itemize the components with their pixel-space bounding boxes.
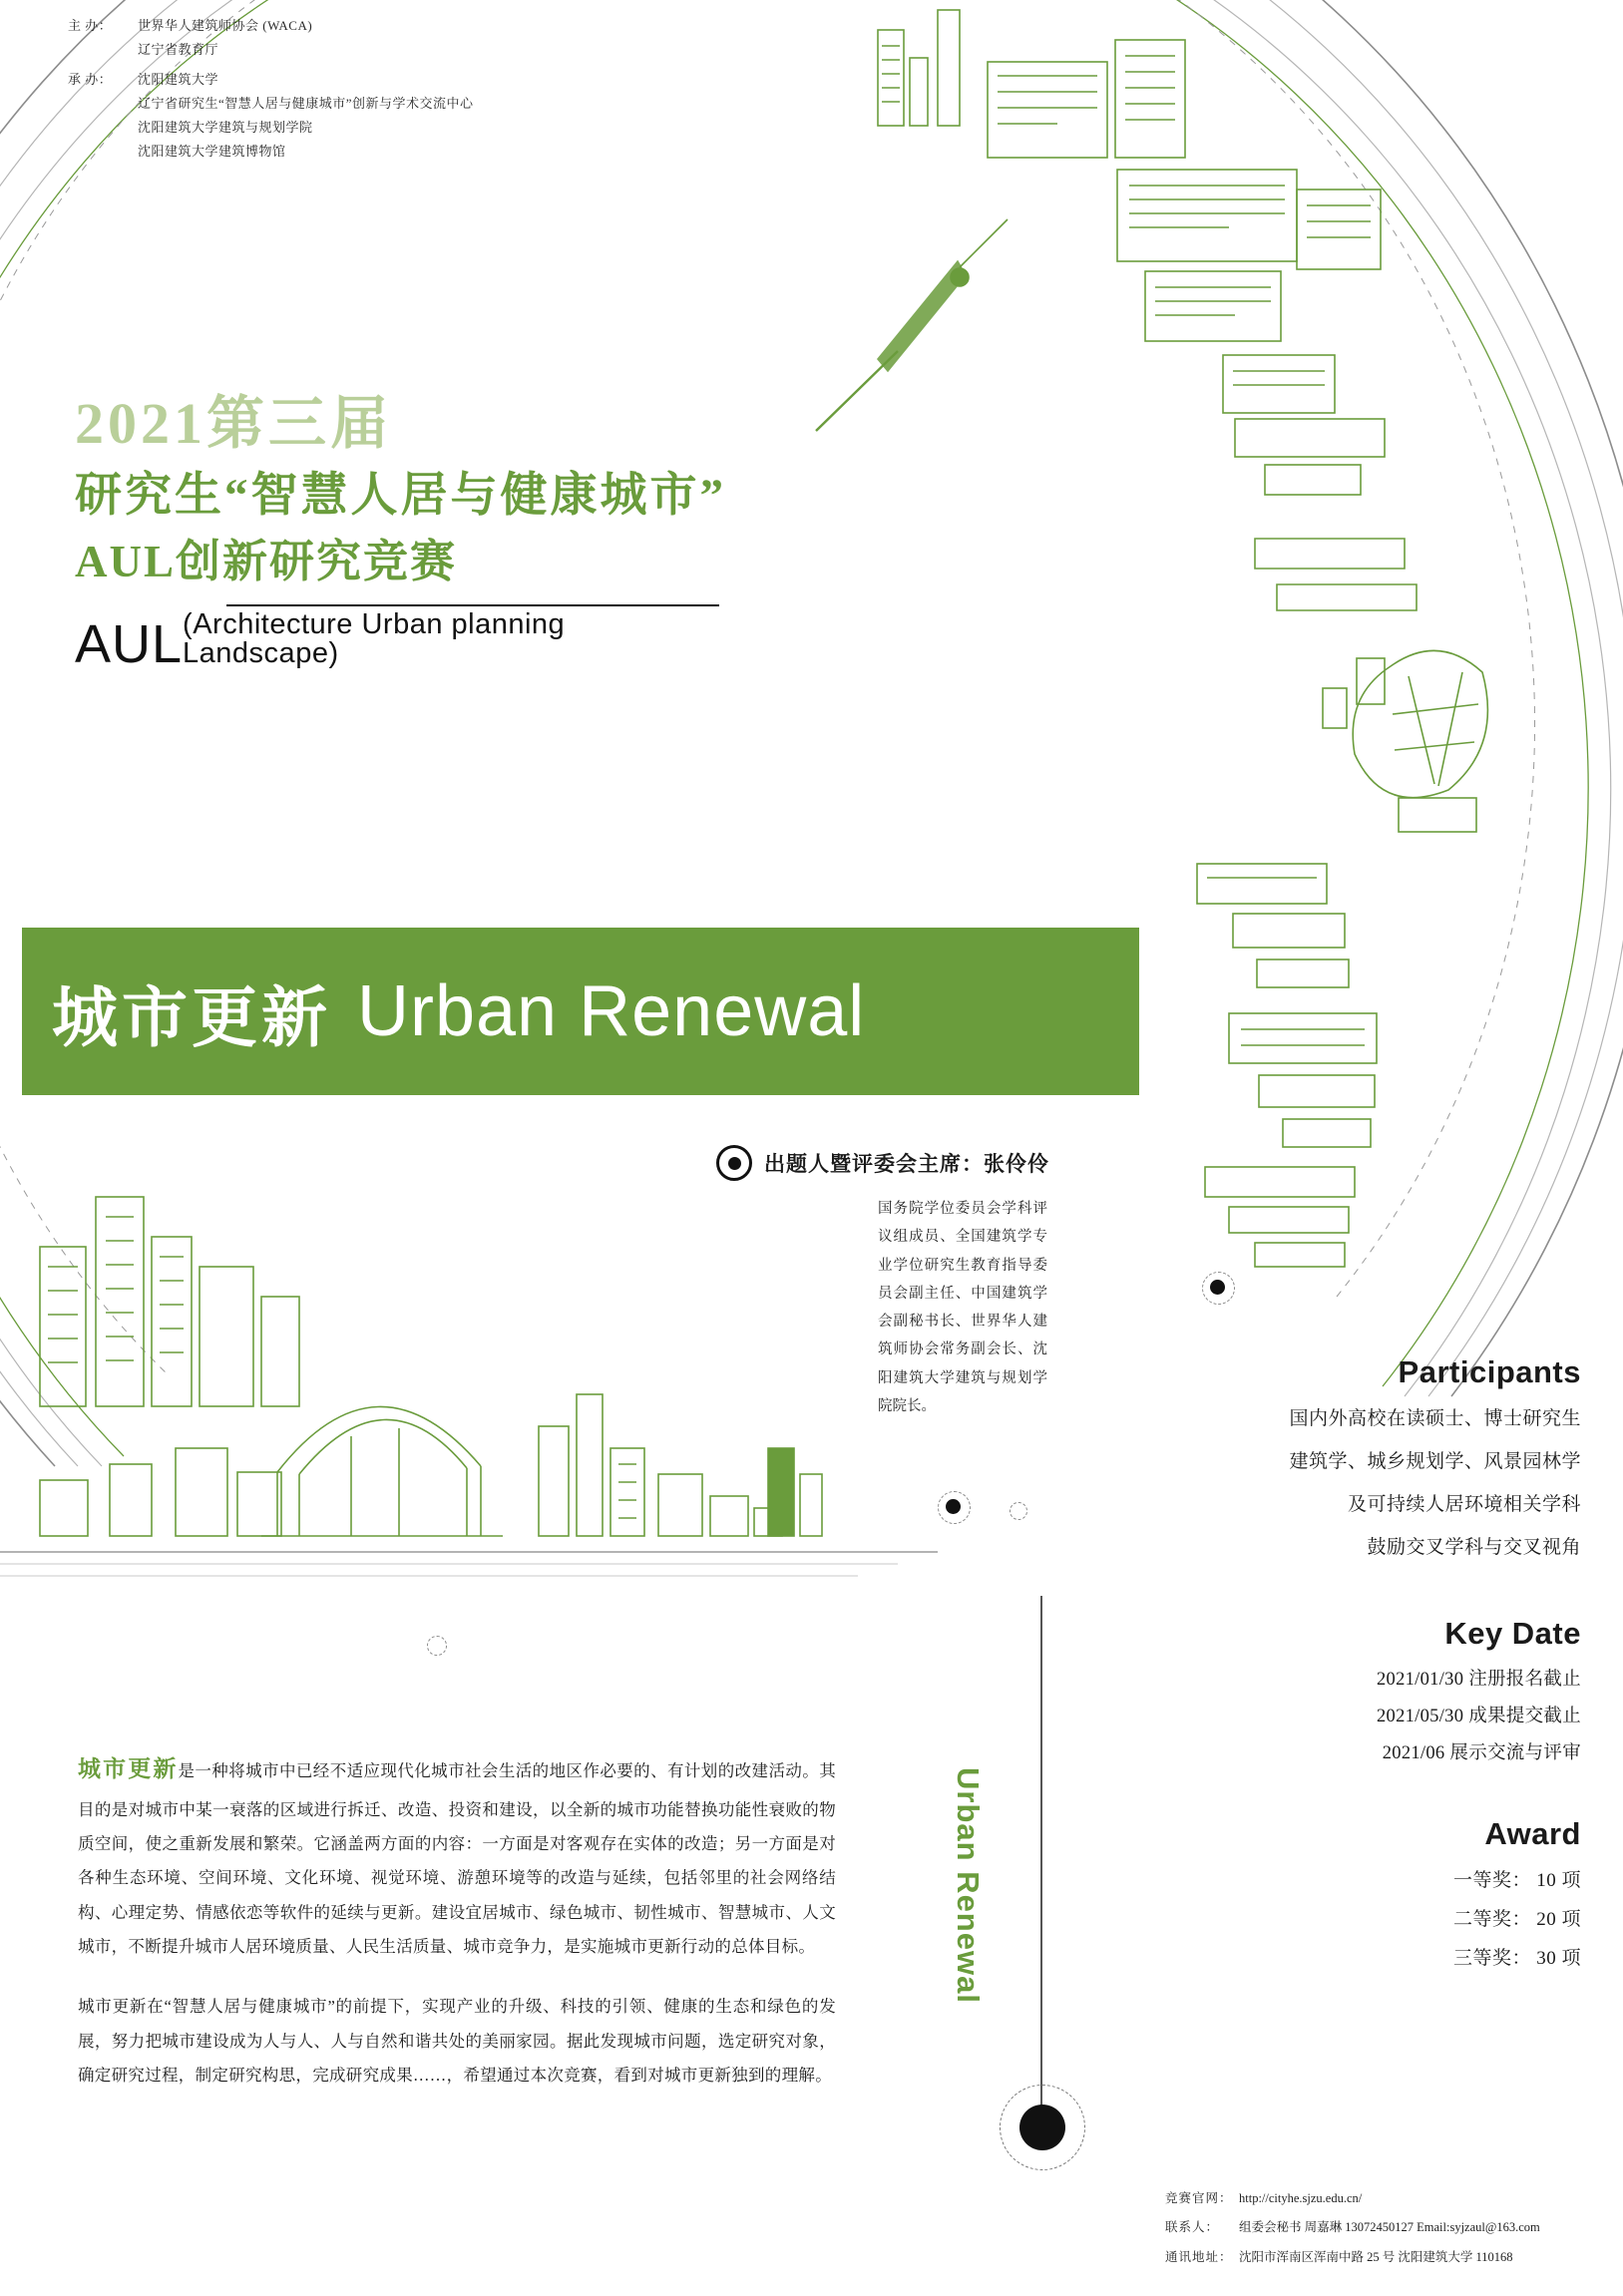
host-value: 世界华人建筑师协会 (WACA) [138,18,313,33]
participants-line: 及可持续人居环境相关学科 [1347,1493,1581,1515]
key-date-line: 2021/06 展示交流与评审 [1382,1742,1581,1763]
participants-line: 鼓励交叉学科与交叉视角 [1367,1536,1581,1558]
description-paragraph-2: 城市更新在“智慧人居与健康城市”的前提下，实现产业的升级、科技的引领、健康的生态和绿色的发展，努力把城市建设成为人与人、人与自然和谐共处的美丽家园。据此发现城市问题，选定研究对象，确定研究过程，制定研究构思，完成研究成果……，希望通过本次竞赛，看到对城市更新独到的理解。 [78,1997,836,2086]
host-label: 主 办： [68,18,113,33]
footer-contact-value: 组委会秘书 周嘉琳 13072450127 Email:syjzaul@163.com [1239,2220,1540,2235]
key-date-heading: Key Date [1444,1615,1581,1651]
chair-block [716,1145,1049,1420]
vertical-theme-label: Urban Renewal [951,1767,986,2004]
poster-title-block [75,391,726,674]
host-row [68,14,474,62]
theme-banner-cn: 城市更新 [52,981,331,1055]
key-date-block [1192,1616,1581,1772]
footer-website-label: 竞赛官网： [1165,2191,1233,2205]
footer-address-label: 通讯地址： [1165,2249,1233,2264]
description-paragraph-1 [78,1745,836,1964]
theme-banner-en: Urban Renewal [357,971,866,1051]
arc-marker-ring-right [1202,1272,1235,1305]
organizer-block [68,14,474,164]
bullet-dot-icon [716,1145,752,1181]
theme-banner [22,928,1139,1095]
coorganizer-value: 沈阳建筑大学 [138,72,219,88]
footer-website-value[interactable]: http://cityhe.sjzu.edu.cn/ [1239,2191,1363,2205]
key-date-line: 2021/01/30 注册报名截止 [1376,1669,1581,1690]
coorganizer-label: 承 办： [68,72,113,88]
participants-heading: Participants [1398,1354,1581,1389]
pin-connector-line [1040,1596,1042,2114]
title-aul-expansion [75,607,673,674]
chair-name: 出题人暨评委会主席：张伶伶 [764,1152,1049,1176]
aul-abbreviation: AUL [75,613,184,674]
description-text-block [78,1745,836,2118]
coorganizer-value: 沈阳建筑大学建筑博物馆 [138,144,286,160]
award-line: 三等奖： 30 项 [1452,1947,1581,1969]
footer-address-value: 沈阳市浑南区浑南中路 25 号 沈阳建筑大学 110168 [1239,2249,1513,2264]
arc-marker-ring-small [1010,1502,1027,1520]
award-heading: Award [1484,1815,1581,1851]
footer-website-row [1165,2184,1604,2213]
title-line-2: 研究生“智慧人居与健康城市” [75,469,726,522]
location-pin-marker [1000,2085,1085,2170]
chair-heading-row [716,1145,1049,1181]
participants-line: 国内外高校在读硕士、博士研究生 [1289,1408,1581,1429]
footer-contact-block [1165,2184,1604,2272]
description-lead-term: 城市更新 [78,1756,179,1781]
footer-contact-row [1165,2213,1604,2242]
arc-marker-ring-left [427,1636,447,1656]
chair-biography: 国务院学位委员会学科评议组成员、全国建筑学专业学位研究生教育指导委员会副主任、中国建筑学会副秘书长、世界华人建筑师协会常务副会长、沈阳建筑大学建筑与规划学院院长。 [878,1201,1047,1414]
description-paragraph-1-text: 是一种将城市中已经不适应现代化城市社会生活的地区作必要的、有计划的改建活动。其目的是对城市中某一衰落的区域进行拆迁、改造、投资和建设，以全新的城市功能替换功能性衰败的物质空间，使之重新发展和繁荣。它涵盖两方面的内容：一方面是对客观存在实体的改造；另一方面是对各种生态环境、空间环境、文化环境、视觉环境、游憩环境等的改造与延续，包括邻里的社会网络结构、心理定势、情感依恋等软件的延续与更新。建设宜居城市、绿色城市、韧性城市、智慧城市、人文城市，不断提升城市人居环境质量、人民生活质量、城市竞争力，是实施城市更新行动的总体目标。 [78,1761,837,1957]
host-value: 辽宁省教育厅 [138,42,219,58]
award-block [1192,1816,1581,1979]
aul-full-form: (Architecture Urban planning Landscape) [183,607,566,669]
footer-contact-label: 联系人： [1165,2220,1220,2235]
footer-address-row [1165,2243,1604,2272]
award-line: 一等奖： 10 项 [1452,1869,1581,1891]
key-date-line: 2021/05/30 成果提交截止 [1376,1706,1581,1726]
award-line: 二等奖： 20 项 [1452,1908,1581,1930]
coorganizer-value: 沈阳建筑大学建筑与规划学院 [138,120,313,136]
right-info-column [1192,1354,1581,1979]
coorganizer-row [68,68,474,164]
arc-marker-ring-mid [938,1491,971,1524]
coorganizer-value: 辽宁省研究生“智慧人居与健康城市”创新与学术交流中心 [138,96,474,112]
title-line-3: AUL创新研究竞赛 [75,536,458,586]
title-year: 2021第三届 [75,391,393,456]
participants-line: 建筑学、城乡规划学、风景园林学 [1289,1450,1581,1472]
